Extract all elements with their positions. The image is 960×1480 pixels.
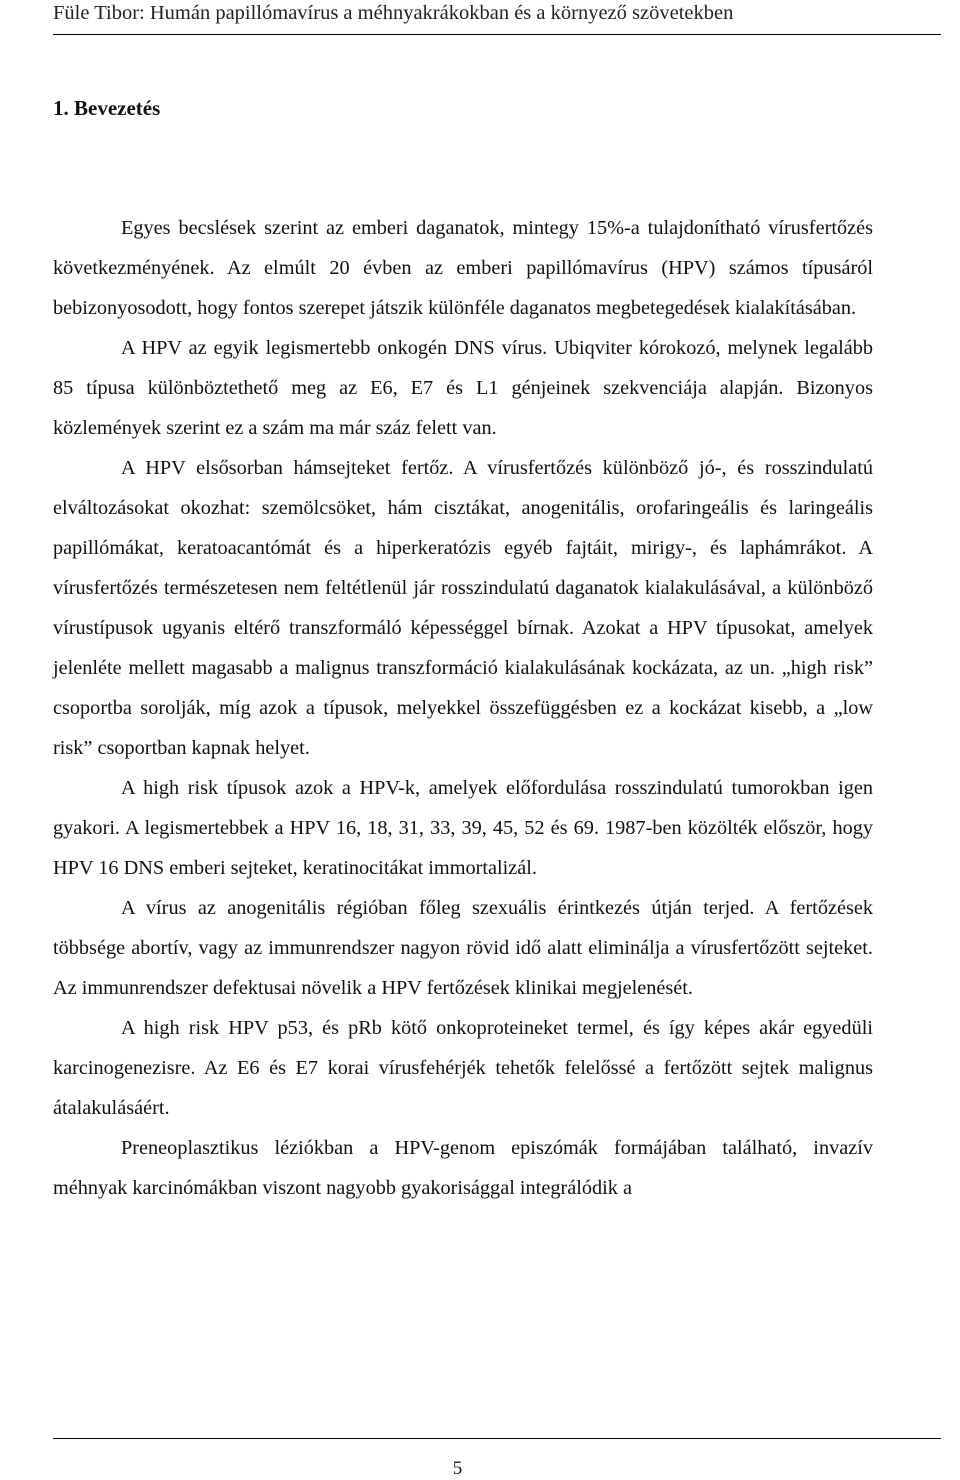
paragraph: A high risk HPV p53, és pRb kötő onkoproteineket termel, és így képes akár egyedüli karcinogenezisre. Az E6 és E7 korai vírusfehérjék tehetők felelőssé a fertőzött sejtek malignus átalakulásáért. [53,1017,873,1119]
page-number: 5 [452,1458,463,1479]
paragraph: Preneoplasztikus léziókban a HPV-genom episzómák formájában található, invazív méhnyak karcinómákban viszont nagyobb gyakorisággal integrálódik a [53,1137,873,1199]
header-divider [53,34,941,35]
body-text [53,208,873,1208]
running-header: Füle Tibor: Humán papillómavírus a méhnyakrákokban és a környező szövetekben [53,2,734,24]
paragraph: A high risk típusok azok a HPV-k, amelyek előfordulása rosszindulatú tumorokban igen gyakori. A legismertebbek a HPV 16, 18, 31, 33, 39, 45, 52 és 69. 1987-ben közölték először, hogy HPV 16 DNS emberi sejteket, keratinocitákat immortalizál. [53,777,873,879]
paragraph: A HPV az egyik legismertebb onkogén DNS vírus. Ubiqviter kórokozó, melynek legalább 85 típusa különböztethető meg az E6, E7 és L1 génjeinek szekvenciája alapján. Bizonyos közlemények szerint ez a szám ma már száz felett van. [53,337,873,439]
section-title: 1. Bevezetés [53,96,161,120]
paragraph: Egyes becslések szerint az emberi daganatok, mintegy 15%-a tulajdonítható vírusfertőzés következményének. Az elmúlt 20 évben az emberi papillómavírus (HPV) számos típusáról bebizonyosodott, hogy fontos szerepet játszik különféle daganatos megbetegedések kialakításában. [53,217,873,319]
footer-divider [53,1438,941,1439]
paragraph: A HPV elsősorban hámsejteket fertőz. A vírusfertőzés különböző jó-, és rosszindulatú elváltozásokat okozhat: szemölcsöket, hám cisztákat, anogenitális, orofaringeális és laringeális papillómákat, keratoacantómát és a hiperkeratózis egyéb fajtáit, mirigy-, és laphámrákot. A vírusfertőzés természetesen nem feltétlenül jár rosszindulatú daganatok kialakulásával, a különböző vírustípusok ugyanis eltérő transzformáló képességgel bírnak. Azokat a HPV típusokat, amelyek jelenléte mellett magasabb a malignus transzformáció kialakulásának kockázata, az un. „high risk” csoportba sorolják, míg azok a típusok, melyekkel összefüggésben ez a kockázat kisebb, a „low risk” csoportban kapnak helyet. [53,457,873,759]
paragraph: A vírus az anogenitális régióban főleg szexuális érintkezés útján terjed. A fertőzések többsége abortív, vagy az immunrendszer nagyon rövid idő alatt eliminálja a vírusfertőzött sejteket. Az immunrendszer defektusai növelik a HPV fertőzések klinikai megjelenését. [53,897,873,999]
